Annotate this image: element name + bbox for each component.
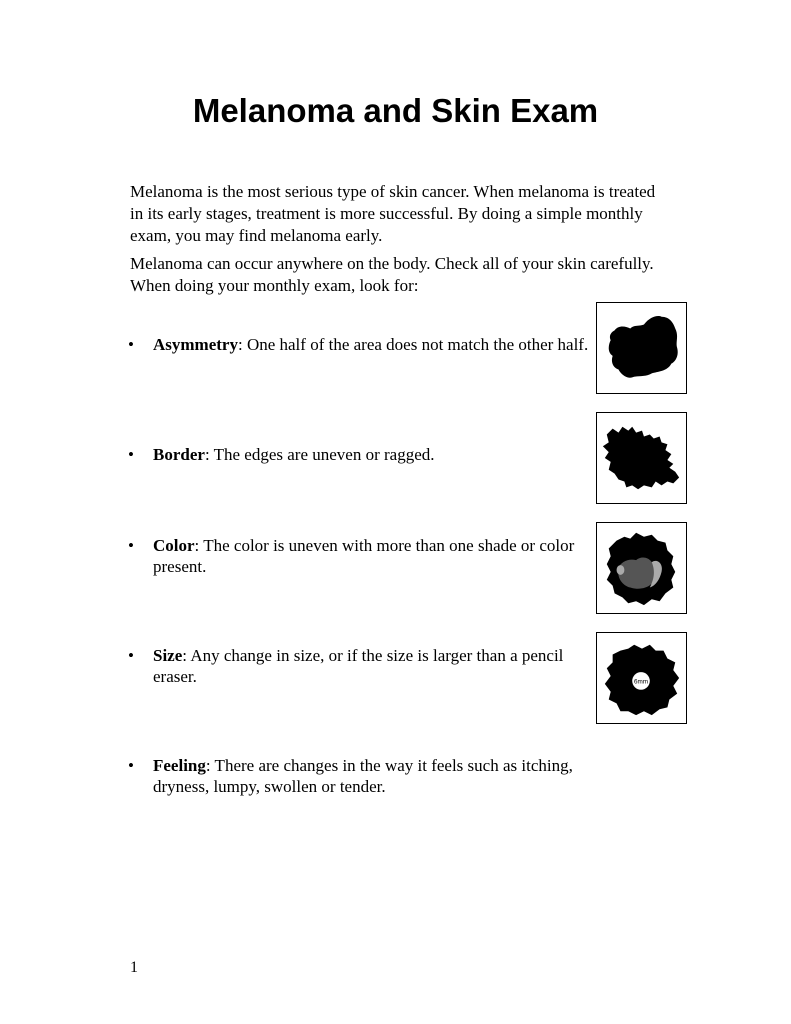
- item-term: Size: [153, 646, 183, 665]
- color-image: [596, 522, 687, 614]
- page-number: 1: [130, 959, 138, 976]
- item-term: Asymmetry: [153, 335, 238, 354]
- list-item-size: [153, 645, 593, 687]
- bullet-icon: •: [128, 445, 134, 464]
- asymmetry-image: [596, 302, 687, 394]
- list-item-asymmetry: [153, 334, 593, 355]
- ragged-border-mole-icon: [597, 413, 686, 503]
- page-title: Melanoma and Skin Exam: [192, 92, 599, 129]
- size-label: 6mm: [633, 678, 649, 686]
- item-text: : There are changes in the way it feels such as itching, dryness, lumpy, swollen or tender.: [153, 756, 573, 796]
- item-text: : The edges are uneven or ragged.: [204, 445, 435, 464]
- bullet-icon: •: [128, 536, 134, 555]
- bullet-icon: •: [128, 756, 134, 775]
- item-term: Color: [153, 536, 195, 555]
- asymmetric-mole-icon: [597, 303, 686, 393]
- bullet-icon: •: [128, 335, 134, 354]
- multi-color-mole-icon: [597, 523, 686, 613]
- large-mole-icon: [597, 633, 686, 723]
- item-text: : One half of the area does not match the other half.: [237, 335, 589, 354]
- list-item-color: [153, 535, 593, 577]
- item-text: : Any change in size, or if the size is larger than a pencil eraser.: [153, 646, 564, 686]
- item-term: Border: [153, 445, 205, 464]
- intro-paragraph-1: Melanoma is the most serious type of skin cancer. When melanoma is treated in its early stages, treatment is more successful. By doing a simple monthly exam, you may find melanoma early.: [130, 182, 656, 245]
- border-image: [596, 412, 687, 504]
- bullet-icon: •: [128, 646, 134, 665]
- item-text: : The color is uneven with more than one shade or color present.: [153, 536, 575, 576]
- list-item-border: [153, 444, 593, 465]
- size-image: [596, 632, 687, 724]
- intro-paragraph-2: Melanoma can occur anywhere on the body. Check all of your skin carefully. When doing your monthly exam, look for:: [130, 254, 654, 295]
- item-term: Feeling: [153, 756, 206, 775]
- list-item-feeling: [153, 755, 593, 797]
